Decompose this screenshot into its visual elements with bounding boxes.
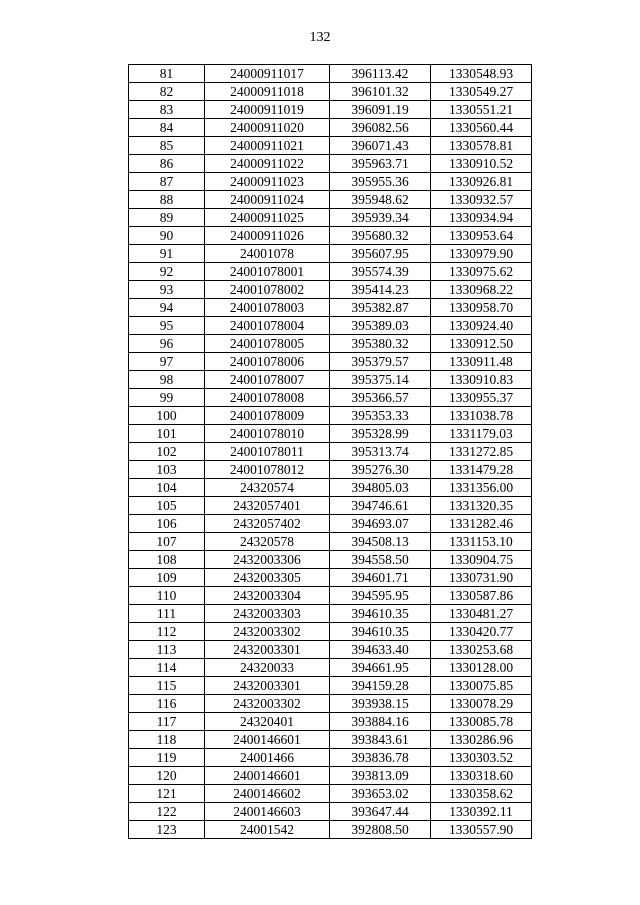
y-coordinate-cell: 1330979.90 — [431, 245, 532, 263]
x-coordinate-cell: 394610.35 — [330, 623, 431, 641]
y-coordinate-cell: 1330975.62 — [431, 263, 532, 281]
point-id-cell: 2432057402 — [205, 515, 330, 533]
point-id-cell: 24001078002 — [205, 281, 330, 299]
row-number-cell: 92 — [129, 263, 205, 281]
y-coordinate-cell: 1330420.77 — [431, 623, 532, 641]
row-number-cell: 96 — [129, 335, 205, 353]
x-coordinate-cell: 396091.19 — [330, 101, 431, 119]
point-id-cell: 24000911026 — [205, 227, 330, 245]
row-number-cell: 82 — [129, 83, 205, 101]
point-id-cell: 24000911021 — [205, 137, 330, 155]
y-coordinate-cell: 1330075.85 — [431, 677, 532, 695]
table-row — [129, 407, 532, 425]
point-id-cell: 24000911018 — [205, 83, 330, 101]
y-coordinate-cell: 1331320.35 — [431, 497, 532, 515]
row-number-cell: 93 — [129, 281, 205, 299]
y-coordinate-cell: 1330303.52 — [431, 749, 532, 767]
row-number-cell: 119 — [129, 749, 205, 767]
row-number-cell: 113 — [129, 641, 205, 659]
y-coordinate-cell: 1330910.83 — [431, 371, 532, 389]
point-id-cell: 24001078010 — [205, 425, 330, 443]
row-number-cell: 105 — [129, 497, 205, 515]
x-coordinate-cell: 395939.34 — [330, 209, 431, 227]
y-coordinate-cell: 1330968.22 — [431, 281, 532, 299]
point-id-cell: 24001078007 — [205, 371, 330, 389]
x-coordinate-cell: 395313.74 — [330, 443, 431, 461]
y-coordinate-cell: 1330578.81 — [431, 137, 532, 155]
x-coordinate-cell: 395353.33 — [330, 407, 431, 425]
row-number-cell: 118 — [129, 731, 205, 749]
y-coordinate-cell: 1331272.85 — [431, 443, 532, 461]
x-coordinate-cell: 395379.57 — [330, 353, 431, 371]
point-id-cell: 2432003301 — [205, 641, 330, 659]
point-id-cell: 2432003306 — [205, 551, 330, 569]
table-row — [129, 695, 532, 713]
y-coordinate-cell: 1330958.70 — [431, 299, 532, 317]
table-row — [129, 659, 532, 677]
x-coordinate-cell: 395955.36 — [330, 173, 431, 191]
row-number-cell: 97 — [129, 353, 205, 371]
x-coordinate-cell: 394693.07 — [330, 515, 431, 533]
row-number-cell: 115 — [129, 677, 205, 695]
point-id-cell: 2400146601 — [205, 731, 330, 749]
y-coordinate-cell: 1331153.10 — [431, 533, 532, 551]
y-coordinate-cell: 1330481.27 — [431, 605, 532, 623]
point-id-cell: 2400146601 — [205, 767, 330, 785]
table-row — [129, 587, 532, 605]
row-number-cell: 111 — [129, 605, 205, 623]
point-id-cell: 2432003304 — [205, 587, 330, 605]
y-coordinate-cell: 1330392.11 — [431, 803, 532, 821]
table-row — [129, 353, 532, 371]
y-coordinate-cell: 1330318.60 — [431, 767, 532, 785]
x-coordinate-cell: 396071.43 — [330, 137, 431, 155]
table-row — [129, 389, 532, 407]
y-coordinate-cell: 1330551.21 — [431, 101, 532, 119]
point-id-cell: 24000911025 — [205, 209, 330, 227]
row-number-cell: 117 — [129, 713, 205, 731]
x-coordinate-cell: 394746.61 — [330, 497, 431, 515]
table-row — [129, 371, 532, 389]
table-row — [129, 443, 532, 461]
point-id-cell: 24320033 — [205, 659, 330, 677]
y-coordinate-cell: 1331179.03 — [431, 425, 532, 443]
row-number-cell: 121 — [129, 785, 205, 803]
x-coordinate-cell: 395680.32 — [330, 227, 431, 245]
x-coordinate-cell: 393836.78 — [330, 749, 431, 767]
y-coordinate-cell: 1330587.86 — [431, 587, 532, 605]
y-coordinate-cell: 1331356.00 — [431, 479, 532, 497]
x-coordinate-cell: 393938.15 — [330, 695, 431, 713]
x-coordinate-cell: 393813.09 — [330, 767, 431, 785]
point-id-cell: 24001078011 — [205, 443, 330, 461]
row-number-cell: 94 — [129, 299, 205, 317]
y-coordinate-cell: 1330560.44 — [431, 119, 532, 137]
table-row — [129, 749, 532, 767]
y-coordinate-cell: 1330904.75 — [431, 551, 532, 569]
y-coordinate-cell: 1331282.46 — [431, 515, 532, 533]
row-number-cell: 116 — [129, 695, 205, 713]
table-row — [129, 677, 532, 695]
row-number-cell: 123 — [129, 821, 205, 839]
row-number-cell: 110 — [129, 587, 205, 605]
x-coordinate-cell: 395574.39 — [330, 263, 431, 281]
x-coordinate-cell: 394558.50 — [330, 551, 431, 569]
table-row — [129, 605, 532, 623]
table-row — [129, 479, 532, 497]
row-number-cell: 87 — [129, 173, 205, 191]
x-coordinate-cell: 394610.35 — [330, 605, 431, 623]
table-row — [129, 803, 532, 821]
point-id-cell: 2432003302 — [205, 695, 330, 713]
x-coordinate-cell: 394633.40 — [330, 641, 431, 659]
page-number: 132 — [309, 30, 331, 45]
table-row — [129, 155, 532, 173]
row-number-cell: 104 — [129, 479, 205, 497]
y-coordinate-cell: 1330912.50 — [431, 335, 532, 353]
table-row — [129, 713, 532, 731]
x-coordinate-cell: 392808.50 — [330, 821, 431, 839]
x-coordinate-cell: 395948.62 — [330, 191, 431, 209]
y-coordinate-cell: 1331479.28 — [431, 461, 532, 479]
y-coordinate-cell: 1330911.48 — [431, 353, 532, 371]
table-row — [129, 173, 532, 191]
row-number-cell: 81 — [129, 65, 205, 83]
row-number-cell: 85 — [129, 137, 205, 155]
x-coordinate-cell: 396101.32 — [330, 83, 431, 101]
x-coordinate-cell: 395389.03 — [330, 317, 431, 335]
y-coordinate-cell: 1330085.78 — [431, 713, 532, 731]
table-row — [129, 767, 532, 785]
table-body — [129, 65, 532, 839]
x-coordinate-cell: 394805.03 — [330, 479, 431, 497]
table-row — [129, 119, 532, 137]
x-coordinate-cell: 394595.95 — [330, 587, 431, 605]
x-coordinate-cell: 395414.23 — [330, 281, 431, 299]
point-id-cell: 24000911019 — [205, 101, 330, 119]
row-number-cell: 107 — [129, 533, 205, 551]
x-coordinate-cell: 394508.13 — [330, 533, 431, 551]
row-number-cell: 120 — [129, 767, 205, 785]
point-id-cell: 24001078 — [205, 245, 330, 263]
point-id-cell: 24000911022 — [205, 155, 330, 173]
y-coordinate-cell: 1330932.57 — [431, 191, 532, 209]
table-row — [129, 623, 532, 641]
table-row — [129, 227, 532, 245]
table-row — [129, 497, 532, 515]
point-id-cell: 2432003303 — [205, 605, 330, 623]
row-number-cell: 90 — [129, 227, 205, 245]
point-id-cell: 2432003301 — [205, 677, 330, 695]
table-row — [129, 137, 532, 155]
table-row — [129, 281, 532, 299]
x-coordinate-cell: 396082.56 — [330, 119, 431, 137]
point-id-cell: 24001078008 — [205, 389, 330, 407]
row-number-cell: 95 — [129, 317, 205, 335]
table-row — [129, 569, 532, 587]
table-row — [129, 209, 532, 227]
x-coordinate-cell: 394159.28 — [330, 677, 431, 695]
y-coordinate-cell: 1330358.62 — [431, 785, 532, 803]
x-coordinate-cell: 395276.30 — [330, 461, 431, 479]
row-number-cell: 122 — [129, 803, 205, 821]
y-coordinate-cell: 1331038.78 — [431, 407, 532, 425]
row-number-cell: 84 — [129, 119, 205, 137]
row-number-cell: 86 — [129, 155, 205, 173]
y-coordinate-cell: 1330955.37 — [431, 389, 532, 407]
x-coordinate-cell: 395328.99 — [330, 425, 431, 443]
row-number-cell: 103 — [129, 461, 205, 479]
x-coordinate-cell: 395963.71 — [330, 155, 431, 173]
y-coordinate-cell: 1330549.27 — [431, 83, 532, 101]
point-id-cell: 24001078005 — [205, 335, 330, 353]
table-row — [129, 641, 532, 659]
y-coordinate-cell: 1330926.81 — [431, 173, 532, 191]
table-row — [129, 731, 532, 749]
point-id-cell: 2400146603 — [205, 803, 330, 821]
row-number-cell: 112 — [129, 623, 205, 641]
table-row — [129, 299, 532, 317]
x-coordinate-cell: 395382.87 — [330, 299, 431, 317]
table-row — [129, 785, 532, 803]
table-row — [129, 101, 532, 119]
y-coordinate-cell: 1330128.00 — [431, 659, 532, 677]
point-id-cell: 24001078003 — [205, 299, 330, 317]
row-number-cell: 88 — [129, 191, 205, 209]
y-coordinate-cell: 1330557.90 — [431, 821, 532, 839]
x-coordinate-cell: 395380.32 — [330, 335, 431, 353]
x-coordinate-cell: 393653.02 — [330, 785, 431, 803]
point-id-cell: 24320578 — [205, 533, 330, 551]
table-row — [129, 551, 532, 569]
row-number-cell: 89 — [129, 209, 205, 227]
row-number-cell: 108 — [129, 551, 205, 569]
point-id-cell: 2432057401 — [205, 497, 330, 515]
point-id-cell: 24001466 — [205, 749, 330, 767]
row-number-cell: 98 — [129, 371, 205, 389]
x-coordinate-cell: 393647.44 — [330, 803, 431, 821]
table-row — [129, 191, 532, 209]
row-number-cell: 91 — [129, 245, 205, 263]
table-row — [129, 245, 532, 263]
point-id-cell: 24000911023 — [205, 173, 330, 191]
table-row — [129, 461, 532, 479]
table-row — [129, 821, 532, 839]
point-id-cell: 24001078001 — [205, 263, 330, 281]
row-number-cell: 99 — [129, 389, 205, 407]
table-row — [129, 533, 532, 551]
coordinates-table — [128, 64, 532, 839]
row-number-cell: 83 — [129, 101, 205, 119]
y-coordinate-cell: 1330548.93 — [431, 65, 532, 83]
row-number-cell: 109 — [129, 569, 205, 587]
point-id-cell: 24000911024 — [205, 191, 330, 209]
row-number-cell: 100 — [129, 407, 205, 425]
row-number-cell: 114 — [129, 659, 205, 677]
table-row — [129, 317, 532, 335]
y-coordinate-cell: 1330910.52 — [431, 155, 532, 173]
point-id-cell: 2400146602 — [205, 785, 330, 803]
table-row — [129, 263, 532, 281]
point-id-cell: 24320401 — [205, 713, 330, 731]
y-coordinate-cell: 1330924.40 — [431, 317, 532, 335]
x-coordinate-cell: 395375.14 — [330, 371, 431, 389]
y-coordinate-cell: 1330078.29 — [431, 695, 532, 713]
table-row — [129, 65, 532, 83]
point-id-cell: 2432003302 — [205, 623, 330, 641]
point-id-cell: 24001078006 — [205, 353, 330, 371]
y-coordinate-cell: 1330953.64 — [431, 227, 532, 245]
table-row — [129, 335, 532, 353]
point-id-cell: 24001078004 — [205, 317, 330, 335]
x-coordinate-cell: 393884.16 — [330, 713, 431, 731]
y-coordinate-cell: 1330253.68 — [431, 641, 532, 659]
table-row — [129, 83, 532, 101]
point-id-cell: 24320574 — [205, 479, 330, 497]
point-id-cell: 24001078012 — [205, 461, 330, 479]
x-coordinate-cell: 394601.71 — [330, 569, 431, 587]
point-id-cell: 24000911020 — [205, 119, 330, 137]
table-row — [129, 515, 532, 533]
point-id-cell: 24001078009 — [205, 407, 330, 425]
y-coordinate-cell: 1330934.94 — [431, 209, 532, 227]
point-id-cell: 2432003305 — [205, 569, 330, 587]
point-id-cell: 24001542 — [205, 821, 330, 839]
point-id-cell: 24000911017 — [205, 65, 330, 83]
x-coordinate-cell: 394661.95 — [330, 659, 431, 677]
y-coordinate-cell: 1330286.96 — [431, 731, 532, 749]
x-coordinate-cell: 395366.57 — [330, 389, 431, 407]
row-number-cell: 106 — [129, 515, 205, 533]
y-coordinate-cell: 1330731.90 — [431, 569, 532, 587]
row-number-cell: 101 — [129, 425, 205, 443]
table-row — [129, 425, 532, 443]
x-coordinate-cell: 395607.95 — [330, 245, 431, 263]
row-number-cell: 102 — [129, 443, 205, 461]
x-coordinate-cell: 396113.42 — [330, 65, 431, 83]
x-coordinate-cell: 393843.61 — [330, 731, 431, 749]
